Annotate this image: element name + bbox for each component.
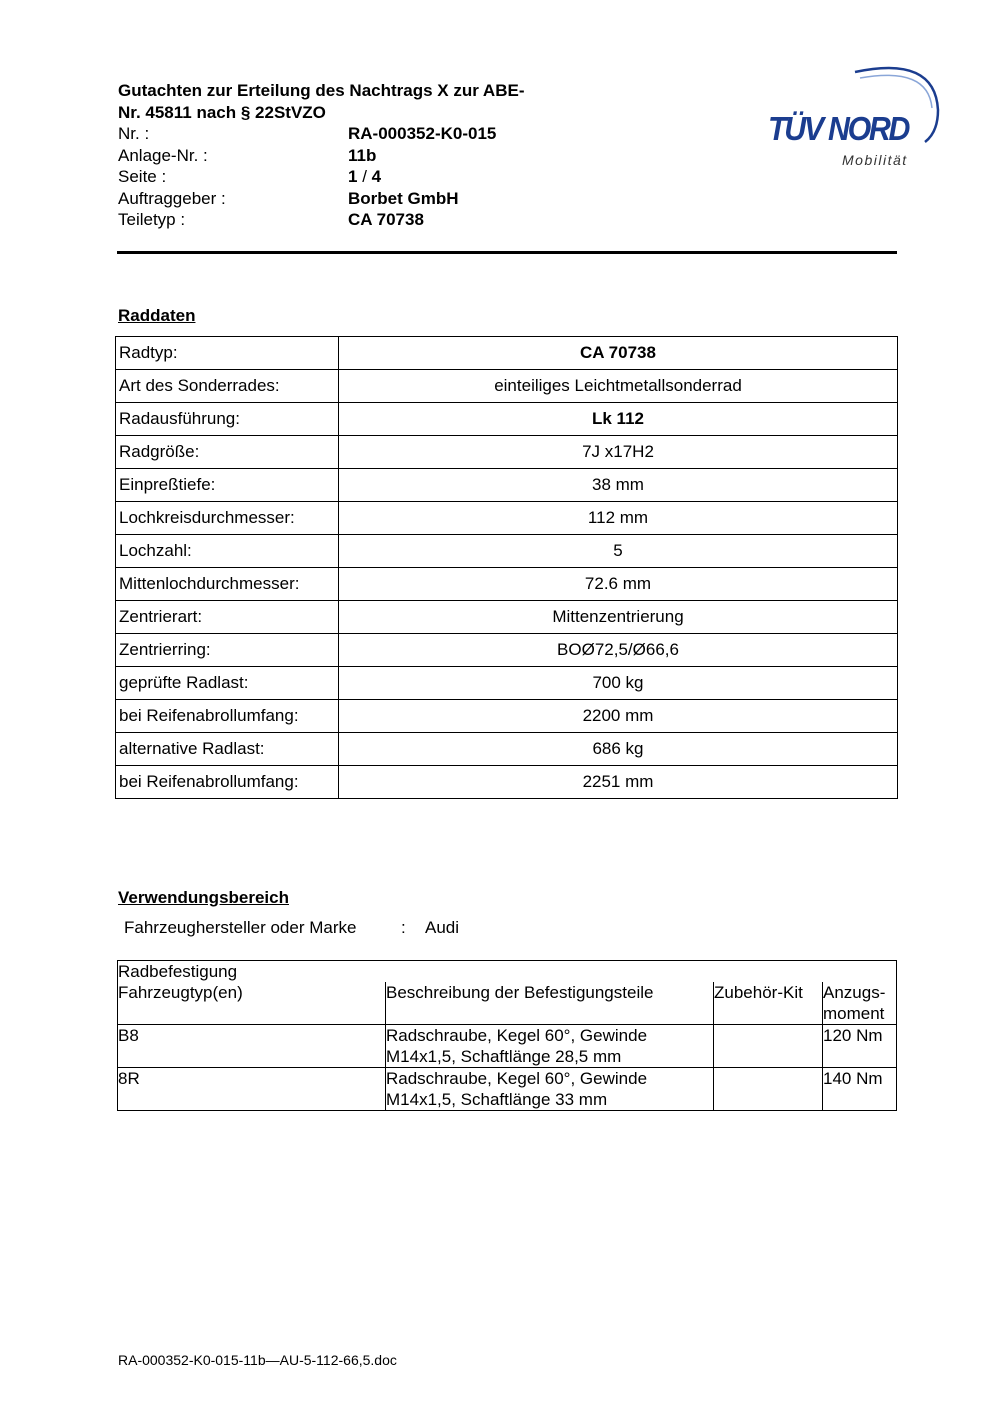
raddaten-value: Lk 112 <box>339 403 898 436</box>
raddaten-value: BOØ72,5/Ø66,6 <box>339 634 898 667</box>
meta-auftraggeber-value: Borbet GmbH <box>348 188 459 208</box>
table-row <box>116 733 898 766</box>
raddaten-value: 112 mm <box>339 502 898 535</box>
header-divider <box>117 251 897 254</box>
footer-filename: RA-000352-K0-015-11b—AU-5-112-66,5.doc <box>118 1352 397 1368</box>
raddaten-key: Einpreßtiefe: <box>116 469 339 502</box>
table-row <box>116 766 898 799</box>
raddaten-key: Mittenlochdurchmesser: <box>116 568 339 601</box>
table-row <box>116 634 898 667</box>
befestigung-anzugsmoment: 120 Nm <box>823 1025 897 1068</box>
raddaten-value: 700 kg <box>339 667 898 700</box>
raddaten-value: 2200 mm <box>339 700 898 733</box>
meta-seite-label: Seite : <box>118 167 167 186</box>
meta-nr <box>118 123 718 145</box>
radbefestigung-caption-row <box>118 961 897 983</box>
meta-seite <box>118 166 718 188</box>
raddaten-key: Zentrierart: <box>116 601 339 634</box>
raddaten-value: einteiliges Leichtmetallsonderrad <box>339 370 898 403</box>
befestigung-beschreibung: Radschraube, Kegel 60°, Gewinde M14x1,5, Schaftlänge 33 mm <box>386 1068 714 1111</box>
raddaten-key: Lochzahl: <box>116 535 339 568</box>
meta-nr-label: Nr. : <box>118 124 150 143</box>
header-beschreibung: Beschreibung der Befestigungsteile <box>386 982 714 1025</box>
header-zubehoer-kit: Zubehör-Kit <box>714 982 823 1025</box>
meta-auftraggeber <box>118 188 718 210</box>
meta-seite-total: 4 <box>371 167 382 186</box>
raddaten-key: Zentrierring: <box>116 634 339 667</box>
verwendungsbereich-title: Verwendungsbereich <box>118 888 289 907</box>
table-row <box>116 370 898 403</box>
raddaten-key: bei Reifenabrollumfang: <box>116 766 339 799</box>
befestigung-fahrzeugtyp: 8R <box>118 1068 386 1111</box>
radbefestigung-header-row <box>118 982 897 1025</box>
document-header <box>118 80 718 231</box>
raddaten-key: bei Reifenabrollumfang: <box>116 700 339 733</box>
table-row <box>116 502 898 535</box>
raddaten-value: Mittenzentrierung <box>339 601 898 634</box>
raddaten-key: Radausführung: <box>116 403 339 436</box>
table-row <box>116 667 898 700</box>
meta-teiletyp-label: Teiletyp : <box>118 210 186 229</box>
raddaten-value: 2251 mm <box>339 766 898 799</box>
table-row <box>116 469 898 502</box>
meta-anlage-value: 11b <box>348 145 377 165</box>
raddaten-key: Lochkreisdurchmesser: <box>116 502 339 535</box>
raddaten-value: 686 kg <box>339 733 898 766</box>
befestigung-anzugsmoment: 140 Nm <box>823 1068 897 1111</box>
raddaten-value: CA 70738 <box>339 337 898 370</box>
meta-anlage-label: Anlage-Nr. : <box>118 145 208 165</box>
logo-brand: TÜV NORD <box>768 110 909 147</box>
befestigung-beschreibung: Radschraube, Kegel 60°, Gewinde M14x1,5, Schaftlänge 28,5 mm <box>386 1025 714 1068</box>
meta-teiletyp-value: CA 70738 <box>348 210 424 229</box>
raddaten-key: Radgröße: <box>116 436 339 469</box>
radbefestigung-caption: Radbefestigung <box>118 961 897 983</box>
document-title-line1: Gutachten zur Erteilung des Nachtrags X zur ABE- <box>118 81 525 100</box>
meta-nr-value: RA-000352-K0-015 <box>348 124 497 143</box>
raddaten-value: 72.6 mm <box>339 568 898 601</box>
raddaten-table <box>115 336 898 799</box>
table-row <box>116 337 898 370</box>
raddaten-key: Art des Sonderrades: <box>116 370 339 403</box>
befestigung-zubehoer-kit <box>714 1025 823 1068</box>
raddaten-value: 5 <box>339 535 898 568</box>
meta-auftraggeber-label: Auftraggeber : <box>118 188 226 208</box>
raddaten-key: alternative Radlast: <box>116 733 339 766</box>
meta-seite-current: 1 <box>348 167 358 186</box>
fahrzeughersteller-label: Fahrzeughersteller oder Marke <box>124 918 357 937</box>
raddaten-title: Raddaten <box>118 306 196 325</box>
table-row <box>118 1068 897 1111</box>
table-row <box>116 700 898 733</box>
meta-anlage <box>118 145 718 167</box>
meta-teiletyp <box>118 209 718 231</box>
befestigung-fahrzeugtyp: B8 <box>118 1025 386 1068</box>
meta-seite-separator: / <box>357 167 372 186</box>
fahrzeughersteller-row <box>124 918 459 938</box>
raddaten-key: geprüfte Radlast: <box>116 667 339 700</box>
meta-seite-value <box>348 166 381 188</box>
header-fahrzeugtyp: Fahrzeugtyp(en) <box>118 982 386 1025</box>
befestigung-zubehoer-kit <box>714 1068 823 1111</box>
logo-sub: Mobilität <box>842 152 908 168</box>
table-row <box>116 436 898 469</box>
table-row <box>116 568 898 601</box>
raddaten-key: Radtyp: <box>116 337 339 370</box>
fahrzeughersteller-separator: : <box>401 918 406 937</box>
raddaten-value: 38 mm <box>339 469 898 502</box>
radbefestigung-table <box>117 960 897 1111</box>
table-row <box>116 403 898 436</box>
table-row <box>118 1025 897 1068</box>
table-row <box>116 535 898 568</box>
fahrzeughersteller-value: Audi <box>425 918 460 937</box>
header-anzugsmoment: Anzugs-moment <box>823 982 897 1025</box>
tuv-nord-logo <box>760 60 945 170</box>
table-row <box>116 601 898 634</box>
raddaten-value: 7J x17H2 <box>339 436 898 469</box>
document-title-line2: Nr. 45811 nach § 22StVZO <box>118 102 326 122</box>
